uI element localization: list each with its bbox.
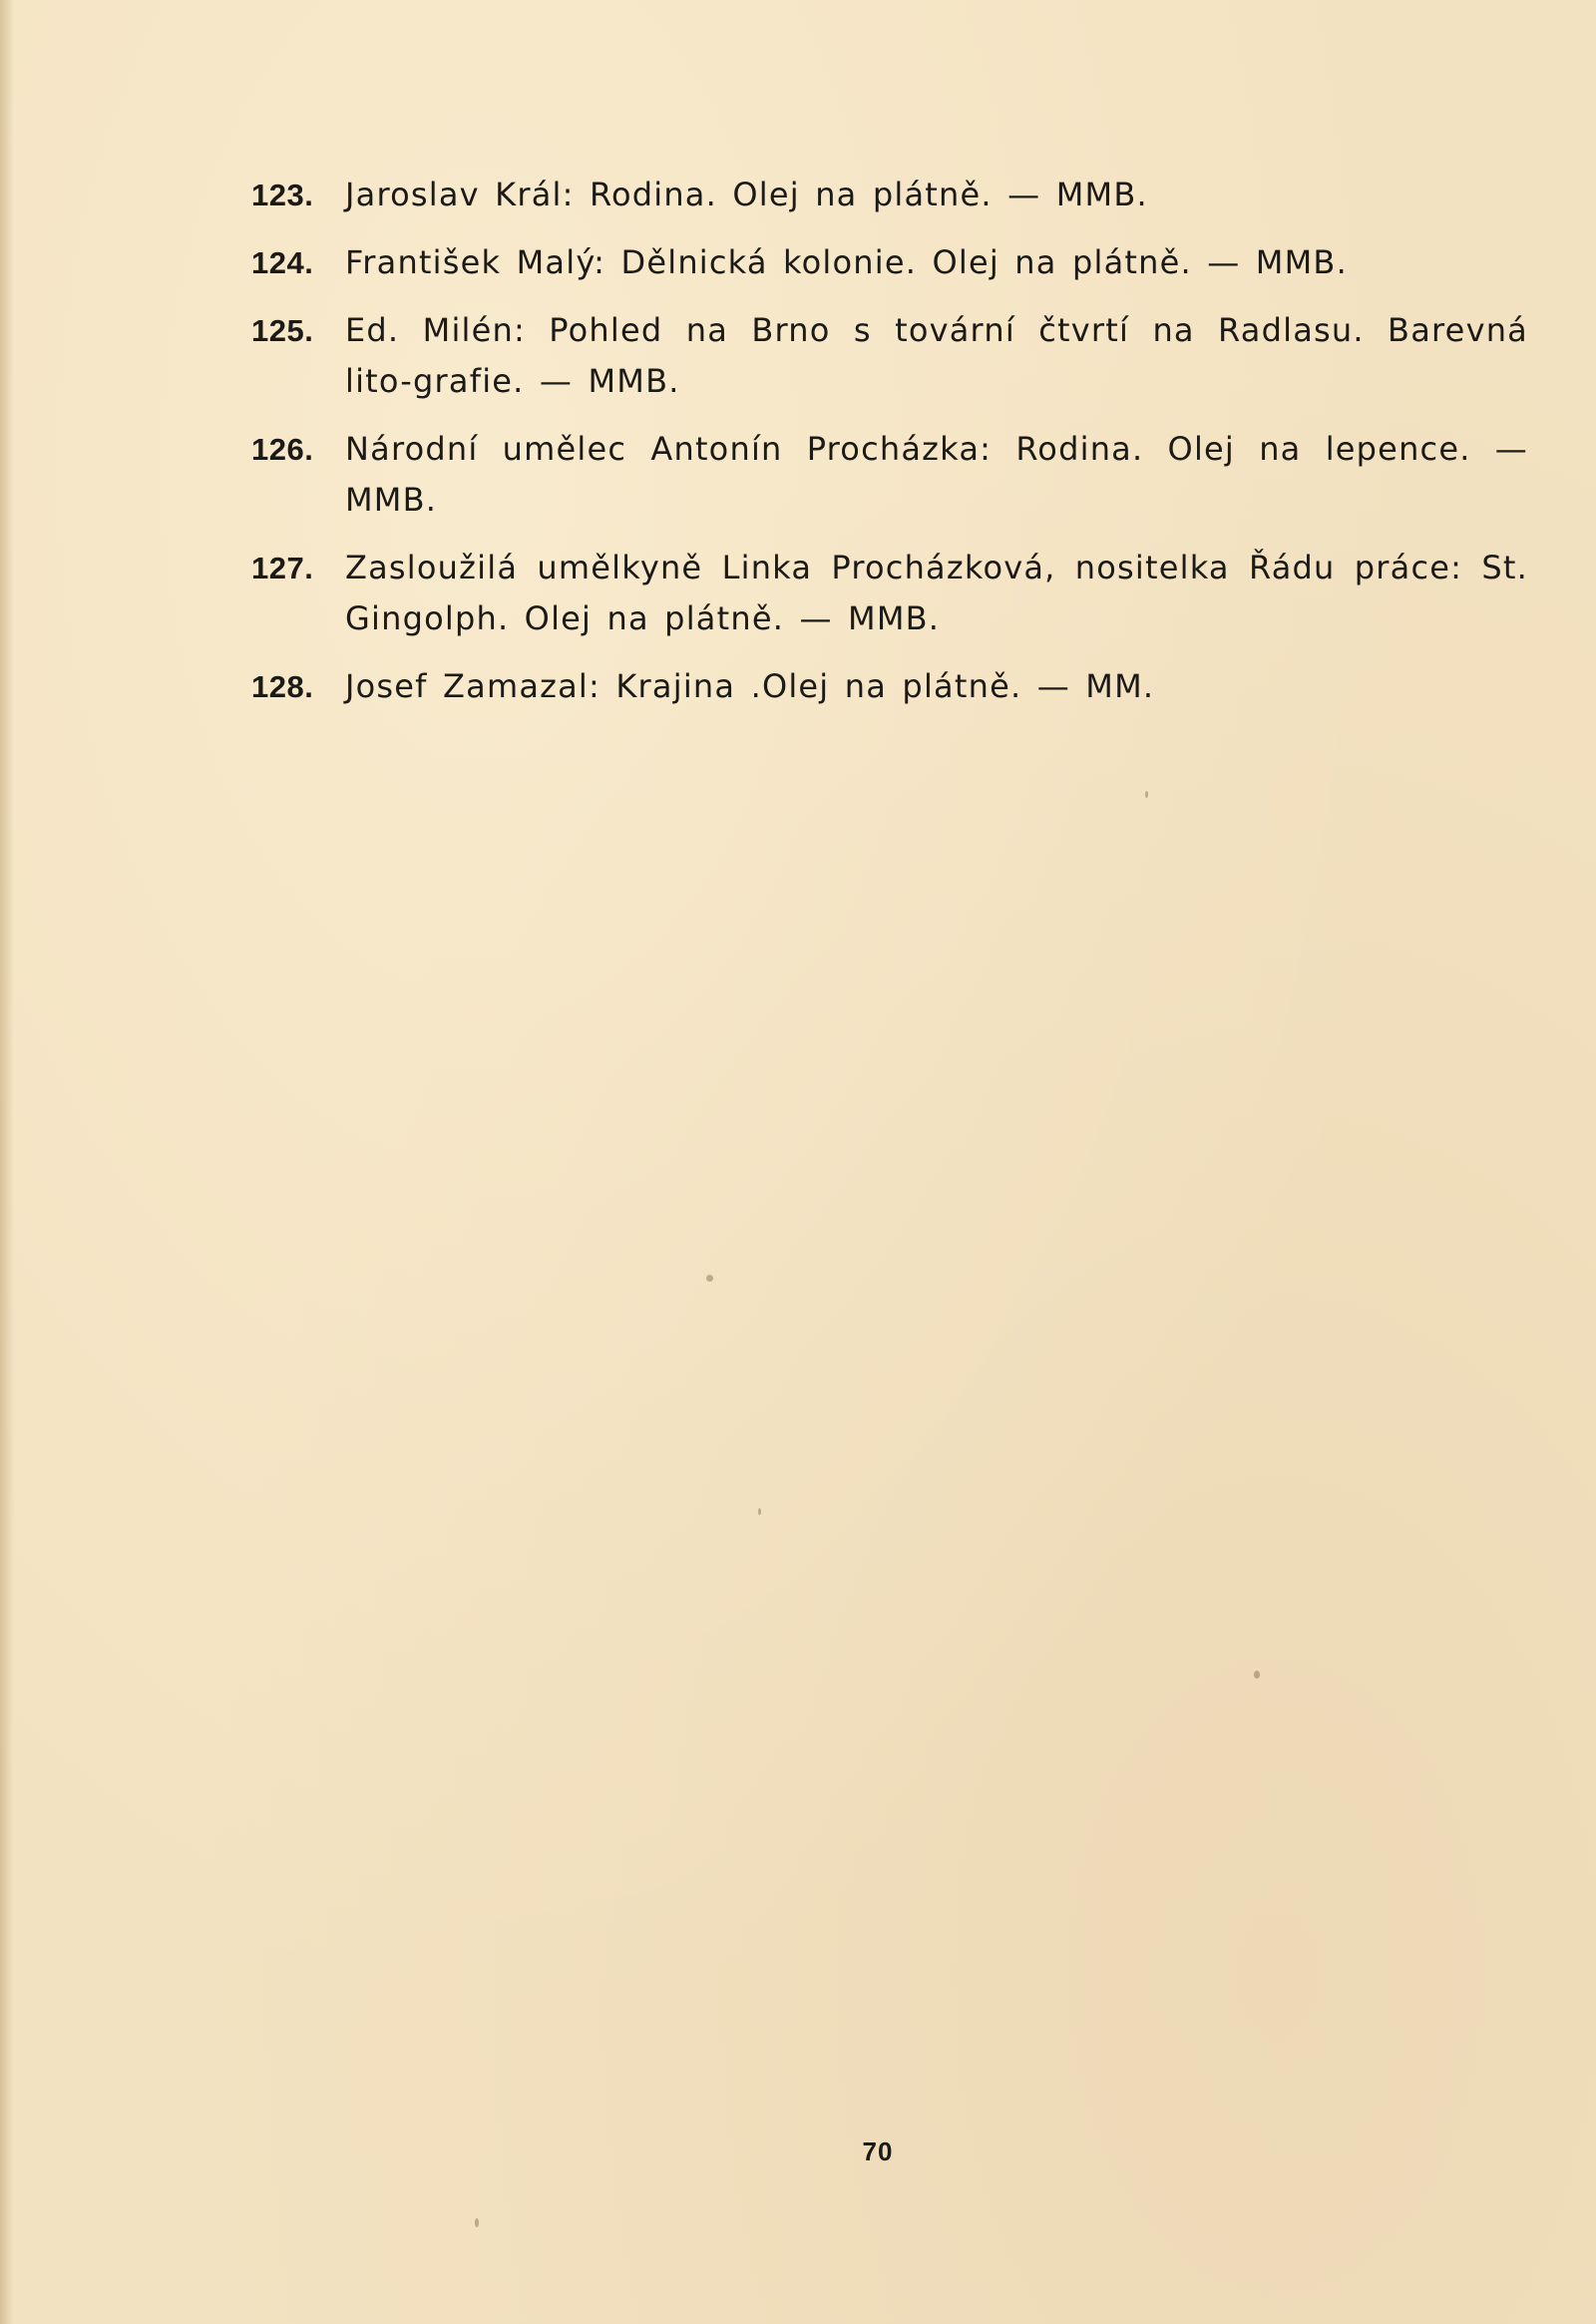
entry-text: Národní umělec Antonín Procházka: Rodina. Olej na lepence. — MMB. — [345, 430, 1528, 519]
entry-number: 125. — [251, 313, 314, 348]
entry-number: 126. — [251, 432, 314, 467]
catalog-entry-123 — [251, 170, 1528, 220]
entry-text: Zasloužilá umělkyně Linka Procházková, nositelka Řádu práce: St. Gingolph. Olej na plátně. — MMB. — [345, 549, 1528, 637]
page-number: 70 — [862, 2136, 894, 2166]
catalog-entry-126 — [251, 424, 1528, 526]
paper-speck — [475, 2218, 479, 2227]
entry-text: Ed. Milén: Pohled na Brno s tovární čtvrtí na Radlasu. Barevná lito-grafie. — MMB. — [345, 311, 1528, 400]
paper-speck — [1254, 1671, 1260, 1679]
paper-speck — [706, 1275, 713, 1282]
entry-text: Josef Zamazal: Krajina .Olej na plátně. — MM. — [345, 667, 1155, 705]
entry-number: 127. — [251, 551, 314, 585]
entry-text: František Malý: Dělnická kolonie. Olej na plátně. — MMB. — [345, 243, 1348, 281]
catalog-entry-127 — [251, 543, 1528, 644]
catalog-entry-128 — [251, 661, 1528, 712]
entry-number: 123. — [251, 178, 314, 212]
catalog-entry-124 — [251, 237, 1528, 288]
entry-number: 124. — [251, 245, 314, 280]
page-edge-shadow — [0, 0, 14, 2324]
entry-text: Jaroslav Král: Rodina. Olej na plátně. — MMB. — [345, 176, 1148, 213]
catalog-list — [251, 170, 1528, 729]
catalog-entry-125 — [251, 305, 1528, 407]
paper-speck — [1145, 791, 1148, 798]
entry-number: 128. — [251, 669, 314, 704]
paper-speck — [758, 1508, 761, 1515]
